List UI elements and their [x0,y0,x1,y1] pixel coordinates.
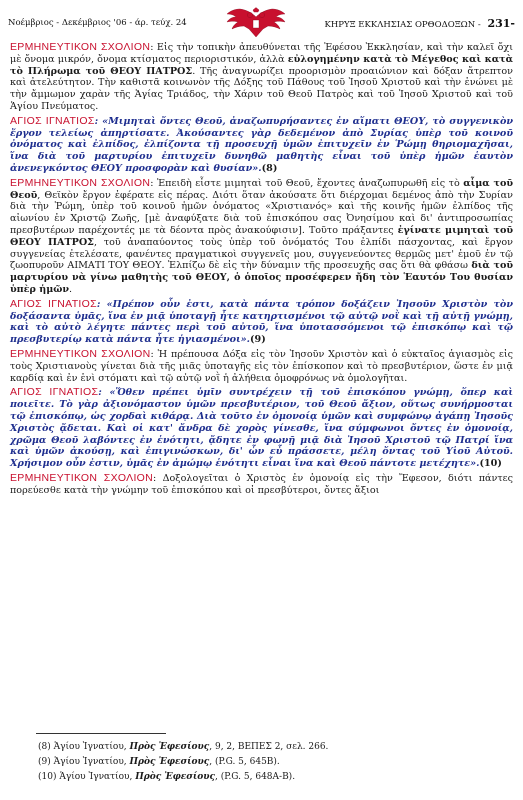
quote-text: : «Πρέπον οὖν ἐστι, κατὰ πάντα τρόπον δοξάζειν Ἰησοῦν Χριστὸν τὸν δοξάσαντα ὑμᾶς, ἵνα ἐν μιᾷ ὑποταγῇ ἦτε κατηρτισμένοι τῷ αὐτῷ νοῒ καὶ τῇ αὐτῇ γνώμῃ, καὶ τὸ αὐτὸ λέγητε πάντες περὶ τοῦ αὐτοῦ, ἵνα ὑποτασσόμενοι τῷ ἐπισκόπῳ καὶ τῷ πρεσβυτερίῳ κατὰ πάντα ἦτε ἡγιασμένοι». [10,298,513,346]
footnote-author: Ἁγίου Ἰγνατίου, [53,742,127,752]
footnote-citation: , (P.G. 5, 648Α-Β). [214,772,296,782]
paragraph-text: , Θεϊκὸν ἔργον ἐφέρατε εἰς πέρας. Διότι ὅταν ἀκούσατε ὅτι διέρχομαι δεμένος ἀπὸ τὴν Συρίαν διὰ τὴν Ῥώμη, ὑπὲρ τοῦ κοινοῦ ἡμῶν ὀνόματος «Χριστιανός» καὶ τῆς κοινῆς ἡμῶν ἐλπίδος τῆς αἰωνίου ἐν Χριστῷ Ζωῆς, [μὲ ἀναφύξατε διὰ τοῦ ἐπισκόπου σας Ὀνησίμου καὶ δι' ἀντιπροσωπίας πρεσβυτέρων παρέχοντές με τὰ δέοντα πρὸς ἀνακούφισιν]. Τοῦτο πράξαντες [10,189,513,236]
scholion-paragraph-1 [10,42,513,113]
journal-name: ΚΗΡΥΞ ΕΚΚΛΗΣΙΑΣ ΟΡΘΟΔΟΞΩΝ - [324,19,481,30]
paragraph-text: : Εἰς τὴν τοπικὴν ἀπευθύνεται τῆς Ἐφέσου Ἐκκλησίαν, καὶ τὴν καλεῖ ὄχι μὲ ὄνομα μικρόν, ὄνομα κτίσματος περιοριστικόν, ἀλλὰ [10,42,513,65]
scholion-label: ΕΡΜΗΝΕΥΤΙΚΟΝ ΣΧΟΛΙΟΝ [10,176,151,189]
paragraph-text: , τοῦ ἀναπαύοντος τοὺς ὑπὲρ τοῦ ὀνόματός Του ἐλπίδι πάσχοντας, καὶ ἔργον συγγενείας ἐτελέσατε, φανέντες πραγματικοὶ συγγενεῖς μου, συγγενεύοντες θερμῶς μετ' ἐμοῦ ἐν τῷ ζωοπυροῦν ΑΙΜΑΤΙ ΤΟΥ ΘΕΟΥ. Ἐλπίζω δὲ εἰς τὴν δύναμιν τῆς προσευχῆς σας ὅτι θὰ φθάσω [10,236,513,272]
footnote-work: Πρὸς Ἐφεσίους [135,772,215,782]
scholion-paragraph-4 [10,473,513,497]
footnote-number: (8) [38,742,51,752]
paragraph-text: : Δοξολογεῖται ὁ Χριστὸς ἐν ὁμονοίᾳ εἰς τὴν Ἔφεσον, διότι πάντες πορεύεσθε κατὰ τὴν γνώμην τοῦ ἐπισκόπου καὶ οἱ πρεσβύτεροι, ὄντες ἄξιοι [10,472,514,496]
scholion-label: ΕΡΜΗΝΕΥΤΙΚΟΝ ΣΧΟΛΙΟΝ [10,41,151,53]
footnote-citation: , 9, 2, ΒΕΠΕΣ 2, σελ. 266. [209,742,329,752]
paragraph-text: . [69,283,73,295]
ignatios-quote-2 [10,299,513,346]
quote-text: : «Μιμηταὶ ὄντες Θεοῦ, ἀναζωπυρήσαντες ἐν αἵματι ΘΕΟΥ, τὸ συγγενικὸν ἔργον τελείως ἀπηρτίσατε. Ἀκούσαντες γὰρ δεδεμένον ἀπὸ Συρίας ὑπὲρ τοῦ κοινοῦ ὀνόματος καὶ ἐλπίδος, ἐλπίζοντα τῇ προσευχῇ ὑμῶν ἐπιτυχεῖν ἐν Ῥώμῃ θηριομαχῆσαι, ἵνα διὰ τοῦ μαρτυρίου ἐπιτυχεῖν δυνηθῶ μαθητὴς εἶναι τοῦ ὑπὲρ ἡμῶν ἑαυτὸν ἀνενεγκόντος ΘΕΟΥ προσφορὰν καὶ θυσίαν». [10,115,513,174]
footnote-citation: , (P.G. 5, 645Β). [209,757,280,767]
footnotes [38,740,508,785]
footnote-number: (10) [38,772,57,782]
page-header [8,6,515,40]
footnote-item [38,755,508,770]
bold-text: ἐγίνατε μιμηταὶ τοῦ ΘΕΟΥ ΠΑΤΡΟΣ [10,224,513,248]
footnote-ref: (10) [479,458,502,470]
ignatios-label: ΑΓΙΟΣ ΙΓΝΑΤΙΟΣ [10,114,95,127]
ignatios-label: ΑΓΙΟΣ ΙΓΝΑΤΙΟΣ [10,386,99,399]
ignatios-quote-1 [10,116,513,175]
footnote-item [38,740,508,755]
scholion-label: ΕΡΜΗΝΕΥΤΙΚΟΝ ΣΧΟΛΙΟΝ [10,347,151,360]
footnote-author: Ἁγίου Ἰγνατίου, [59,772,133,782]
scholion-paragraph-3 [10,349,513,384]
quote-text: : «Ὅθεν πρέπει ὑμῖν συντρέχειν τῇ τοῦ ἐπισκόπου γνώμῃ, ὅπερ καὶ ποιεῖτε. Τὸ γὰρ ἀξιονόμαστον ὑμῶν πρεσβυτέριον, τοῦ Θεοῦ ἄξιον, οὕτως συνήρμοσται τῷ ἐπισκόπῳ, ὡς χορδαὶ κιθάρᾳ. Διὰ τοῦτο ἐν ὁμονοίᾳ ὑμῶν καὶ συμφώνῳ ἀγάπῃ Ἰησοῦς Χριστὸς ᾄδεται. Καὶ οἱ κατ' ἄνδρα δὲ χορὸς γίνεσθε, ἵνα σύμφωνοι ὄντες ἐν ὁμονοίᾳ, χρῶμα Θεοῦ λαβόντες ἐν ἑνότητι, ᾄδητε ἐν φωνῇ μιᾷ διὰ Ἰησοῦ Χριστοῦ τῷ Πατρί ἵνα καὶ ὑμῶν ἀκούσῃ, καὶ ἐπιγινώσκων, δι' ὧν εὖ πράσσετε, μέλη ὄντας τοῦ Υἱοῦ Αὐτοῦ. Χρήσιμον οὖν ἐστιν, ὑμᾶς ἐν ἀμώμῳ ἑνότητι εἶναι ἵνα καὶ Θεοῦ πάντοτε μετέχητε». [10,387,513,470]
paragraph-text: : Ἡ πρέπουσα Δόξα εἰς τὸν Ἰησοῦν Χριστὸν καὶ ὁ εὐκταῖος ἁγιασμὸς εἰς τοὺς Χριστιανοὺς γίνεται διὰ τῆς μιᾶς ὑποταγῆς εἰς τὸν ἐπίσκοπον καὶ τὸ πρεσβυτέριον, ὥστε ἐν μιᾷ καρδίᾳ καὶ ἐν ἑνὶ στόματι καὶ τῷ αὐτῷ νοῒ ἡ ἀλήθεια ὁμοφρόνως νὰ ὁμολογῆται. [10,348,513,384]
page-number: 231- [487,16,515,30]
issue-info: Νοέμβριος - Δεκέμβριος '06 - άρ. τεύχ. 24 [8,18,187,28]
footnote-item [38,770,508,785]
footnote-author: Ἁγίου Ἰγνατίου, [53,757,127,767]
bold-text: αἷμα τοῦ Θεοῦ [10,177,514,201]
footnote-work: Πρὸς Ἐφεσίους [129,757,210,767]
footnote-divider [36,733,166,734]
ignatios-quote-3 [10,387,513,470]
footnote-number: (9) [38,757,51,767]
scholion-label: ΕΡΜΗΝΕΥΤΙΚΟΝ ΣΧΟΛΙΟΝ [10,471,154,484]
scholion-paragraph-2 [10,178,513,296]
bold-text: διὰ τοῦ μαρτυρίου νὰ γίνω μαθητὴς τοῦ ΘΕΟΥ, ὁ ὁποῖος προσέφερεν ἤδη τὸν Ἑαυτόν Του θυσίαν ὑπὲρ ἡμῶν [10,260,513,295]
ignatios-label: ΑΓΙΟΣ ΙΓΝΑΤΙΟΣ [10,297,97,310]
double-headed-eagle-icon [225,7,287,39]
journal-title [325,17,515,30]
article-body [10,42,513,499]
paragraph-text: . Τῆς ἀναγνωρίζει προορισμὸν προαιώνιον καὶ δόξαν ἄτρεπτον καὶ ἀτελεύτητον. Τὴν καθιστᾶ κοινωνὸν τῆς Δόξης τοῦ Πάθους τοῦ Ἰησοῦ Χριστοῦ καὶ τὴν ἑνώνει μὲ τὴν ἄμμωμον χαρὰν τῆς Ἁγίας Τριάδος, τὴν Χάριν τοῦ Θεοῦ Πατρὸς καὶ τοῦ Ἰησοῦ Χριστοῦ καὶ τοῦ Ἁγίου Πνεύματος. [10,65,513,112]
footnote-ref: (8) [261,162,278,174]
bold-text: εὐλογημένην κατὰ τὸ Μέγεθος καὶ κατὰ τὸ Πλήρωμα τοῦ ΘΕΟΥ ΠΑΤΡΟΣ [10,53,513,77]
footnote-work: Πρὸς Ἐφεσίους [129,742,210,752]
footnote-ref: (9) [250,334,266,346]
paragraph-text: : Ἐπειδὴ εἶστε μιμηταὶ τοῦ Θεοῦ, ἔχοντες ἀναζωπυρωθῆ εἰς τὸ [150,177,464,189]
